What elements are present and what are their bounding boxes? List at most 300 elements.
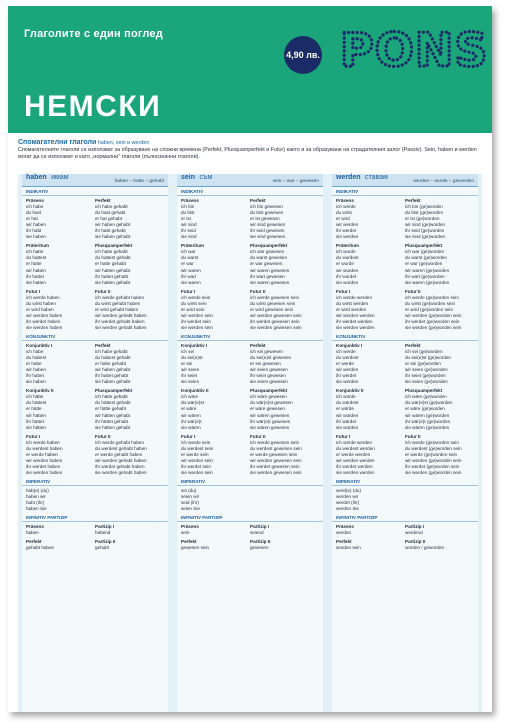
form-left: er hatte [26, 261, 42, 267]
tense-heading: Plusquamperfekt [405, 388, 443, 394]
tense-heading: Konjunktiv I [26, 342, 53, 348]
verb-translation: ставам [364, 174, 388, 181]
tense-block [177, 537, 323, 552]
form-left: wir würden [336, 412, 359, 418]
form-left: ich werde sein [181, 294, 211, 300]
tense-heading: Perfekt [181, 539, 197, 545]
form-left: du warst [181, 255, 199, 261]
tense-block [22, 486, 168, 513]
form-left: ihr habt [26, 228, 42, 234]
form-right: er ist gewesen [250, 216, 280, 222]
form-right: ich wäre (ge)worden [405, 394, 447, 400]
form-left: ihr werdet [336, 373, 357, 379]
form-left: ihr wurdet [336, 273, 357, 279]
form-left: du würdest [336, 400, 359, 406]
verb-translation: имам [51, 174, 69, 181]
form-right: ihr habt gehabt [95, 228, 126, 234]
verb-name: haben [26, 174, 47, 181]
tense-heading: Perfekt [95, 198, 111, 203]
tense-block [332, 522, 478, 537]
form-left: er werde sein [181, 451, 209, 457]
conjugation-row [181, 425, 319, 431]
form-right: wir seien gewesen [250, 367, 288, 373]
form-left: ich werde werden [336, 294, 373, 300]
tense-heading: Perfekt [405, 198, 421, 203]
verb-name: sein [181, 174, 196, 181]
section-label: IMPERATIV [177, 479, 323, 486]
form-left: ihr seiet [181, 373, 198, 379]
form-right: er hat gehabt [95, 216, 123, 222]
form-right: seiend [250, 530, 264, 536]
form-left: sie werden werden [336, 324, 375, 330]
form-right: ihr habet gehabt [95, 373, 129, 379]
form-right: du sei(e)st (ge)worden [405, 355, 451, 361]
form-right: sie wären (ge)worden [405, 424, 450, 430]
form-right: du wirst gehabt haben [95, 300, 141, 306]
form-right: werdend [405, 530, 423, 536]
form-right: wir sind gewesen [250, 222, 286, 228]
form-left: er wurde [336, 261, 354, 267]
form-right: wir waren gewesen [250, 267, 290, 273]
conjugation-row [26, 325, 164, 331]
form-left: wir haben [26, 222, 46, 228]
form-left: du hast [26, 210, 42, 216]
form-right: wir hätten gehabt [95, 412, 131, 418]
form-left: werden wir [336, 494, 359, 500]
form-right: er wäre (ge)worden [405, 406, 445, 412]
tense-heading: Präteritum [181, 243, 204, 249]
form-left: du habest [26, 355, 47, 361]
tense-block [22, 537, 168, 552]
intro-note [18, 139, 482, 162]
tense-heading: Präsens [26, 198, 44, 203]
tense-heading: Präsens [181, 524, 199, 530]
form-left: er sei [181, 361, 193, 367]
section-label: INDIKATIV [332, 189, 478, 196]
intro-text: Спомагателните глаголи се използват за образуване на сложни времена (Perfekt, Plusquamperfekt и Futur) както и за образуване на страдателния залог (Passiv). Sein, haben и werden могат да се използват и като „нормални" глаголи (пълнозначни глаголи). [18, 147, 477, 161]
conjugation-row [26, 425, 164, 431]
tense-heading: Präteritum [336, 243, 359, 249]
form-left: ihr werdet [336, 228, 357, 234]
tense-block [22, 432, 168, 477]
tense-heading: Plusquamperfekt [250, 243, 288, 249]
form-right: sie haben gehabt [95, 234, 131, 240]
tense-heading: Futur II [250, 433, 266, 439]
form-left: er werde haben [26, 451, 58, 457]
form-left: du wär(e)st [181, 400, 204, 406]
conjugation-row [336, 325, 474, 331]
principal-parts: werden – wurde – geworden [413, 179, 474, 184]
tense-block [22, 522, 168, 537]
form-left: er würde [336, 406, 354, 412]
form-left: wir werden haben [26, 457, 63, 463]
form-right: ihr seid (ge)worden [405, 228, 445, 234]
tense-heading: Futur I [336, 433, 351, 439]
form-right: gewesen [250, 545, 269, 551]
tense-block [332, 287, 478, 332]
verb-name: werden [336, 174, 361, 181]
tense-heading: Perfekt [405, 342, 421, 348]
form-right: ich war gewesen [250, 249, 285, 255]
form-right: sie werden gewesen sein [250, 469, 302, 475]
conjugation-row [26, 379, 164, 385]
conjugation-row [336, 234, 474, 240]
section-label: INFINITIV PARTIZIP [22, 515, 168, 522]
form-right: ihr wär(e)t (ge)worden [405, 418, 451, 424]
form-right: du bist gewesen [250, 210, 284, 216]
tense-heading: Futur I [26, 433, 41, 439]
form-left: du hattest [26, 255, 47, 261]
tense-heading: Partizip II [250, 539, 271, 545]
form-right: du habest gehabt [95, 355, 131, 361]
form-left: sie seien [181, 379, 200, 385]
form-left: du wirst [336, 210, 352, 216]
tense-heading: Plusquamperfekt [405, 243, 443, 249]
form-right: du wirst gewesen sein [250, 300, 296, 306]
form-left: sie würden [336, 424, 359, 430]
form-left: du wirst sein [181, 300, 207, 306]
form-right: er hätte gehabt [95, 406, 126, 412]
form-right: ich habe gehabt [95, 204, 128, 210]
tense-heading: Plusquamperfekt [250, 388, 288, 394]
form-left: haben Sie [26, 506, 47, 512]
form-left: wir hätten [26, 412, 46, 418]
tense-heading: Futur I [26, 288, 41, 294]
form-left: sie werden sein [181, 324, 213, 330]
form-left: ich habe [26, 349, 44, 355]
form-right: du wirst (ge)worden sein [405, 300, 456, 306]
form-right: sie haben gehabt [95, 379, 131, 385]
form-right: ich werde gewesen sein [250, 439, 300, 445]
tense-block [177, 486, 323, 513]
form-left: ich wurde [336, 249, 356, 255]
form-right: ihr wär(e)t gewesen [250, 418, 291, 424]
conjugation-row [181, 379, 319, 385]
tense-heading: Präsens [336, 198, 354, 203]
form-left: du wurdest [336, 255, 359, 261]
conjugation-row [336, 506, 474, 512]
tense-heading: Futur II [405, 433, 421, 439]
tense-heading: Futur I [336, 288, 351, 294]
tense-block [22, 287, 168, 332]
form-right: sie werden (ge)worden sein [405, 324, 462, 330]
tense-heading: Futur II [250, 288, 266, 294]
form-right: er wäre gewesen [250, 406, 285, 412]
form-right: du werdest gehabt haben [95, 445, 147, 451]
form-right: wir werden gehabt haben [95, 457, 147, 463]
form-left: er wird werden [336, 306, 367, 312]
form-right: er habe gehabt [95, 361, 126, 367]
form-right: ihr seiet (ge)worden [405, 373, 446, 379]
form-right: ihr werdet gehabt haben [95, 318, 145, 324]
form-right: ich werde gehabt haben [95, 294, 145, 300]
verb-column-werden [332, 174, 478, 712]
tense-heading: Futur I [181, 433, 196, 439]
tense-heading: Partizip II [95, 539, 116, 545]
form-right: er sei gewesen [250, 361, 281, 367]
form-left: ihr werdet haben [26, 463, 61, 469]
tense-block [22, 241, 168, 286]
form-right: ich bin gewesen [250, 204, 283, 210]
form-right: sie wären gewesen [250, 424, 290, 430]
conjugation-row [181, 234, 319, 240]
tense-block [22, 341, 168, 386]
form-right: ihr werdet gewesen sein [250, 463, 300, 469]
form-right: sie werden gehabt haben [95, 469, 147, 475]
form-left: wir werden [336, 222, 359, 228]
conjugation-row [26, 234, 164, 240]
form-right: wir werden (ge)worden sein [405, 457, 462, 463]
conjugation-row [336, 280, 474, 286]
intro-heading: Спомагателни глаголи [18, 139, 97, 146]
verb-header [177, 174, 323, 187]
form-right: sie hätten gehabt [95, 424, 131, 430]
form-left: du sei(e)st [181, 355, 203, 361]
form-right: wir sind (ge)worden [405, 222, 446, 228]
form-left: wir haben [26, 367, 46, 373]
form-left: sie werden werden [336, 469, 375, 475]
form-right: sie sind gewesen [250, 234, 286, 240]
form-right: wir wären gewesen [250, 412, 290, 418]
form-left: ich war [181, 249, 196, 255]
form-left: ihr werdet werden [336, 318, 373, 324]
form-right [95, 506, 164, 512]
form-right: du warst (ge)worden [405, 255, 447, 261]
conjugation-row [181, 506, 319, 512]
tense-block [177, 432, 323, 477]
form-left: ihr würdet [336, 418, 357, 424]
form-right: er wird gehabt haben [95, 306, 139, 312]
form-right: wir werden gewesen sein [250, 457, 302, 463]
form-right: sie werden gewesen sein [250, 324, 302, 330]
form-left: er wird [336, 216, 350, 222]
form-left: wir werden werden [336, 457, 375, 463]
form-left: er werde [336, 361, 354, 367]
form-left: er wird haben [26, 306, 54, 312]
tense-block [177, 287, 323, 332]
tense-block [177, 341, 323, 386]
tense-heading: Perfekt [250, 198, 266, 203]
form-left: er hat [26, 216, 38, 222]
form-left: sie hätten [26, 424, 46, 430]
form-right: du wär(e)st (ge)worden [405, 400, 453, 406]
form-right: er wird gewesen sein [250, 306, 294, 312]
form-left: ich werde werden [336, 439, 373, 445]
intro-heading-sub: haben, sein и werden [97, 140, 150, 146]
logo-text: PONS [340, 23, 488, 76]
form-right: ich bin (ge)worden [405, 204, 443, 210]
tense-heading: Futur II [95, 433, 111, 439]
form-left: du werdest sein [181, 445, 214, 451]
form-right: ich werde (ge)worden sein [405, 439, 459, 445]
tense-block [332, 196, 478, 241]
tense-block [332, 486, 478, 513]
form-left: ihr wart [181, 273, 197, 279]
form-left: er hätte [26, 406, 42, 412]
form-left: ich werde [336, 349, 356, 355]
form-left: wir wären [181, 412, 201, 418]
form-right: er war gewesen [250, 261, 283, 267]
form-left: ich werde sein [181, 439, 211, 445]
form-right: ich werde gehabt haben [95, 439, 145, 445]
form-left: habt (ihr) [26, 500, 45, 506]
form-left: seien wir [181, 494, 200, 500]
form-right [405, 506, 474, 512]
form-left: sie wurden [336, 279, 359, 285]
subtitle: Глаголите с един поглед [24, 28, 163, 40]
conjugation-row [26, 530, 164, 536]
form-right: ihr hättet gehabt [95, 418, 129, 424]
conjugation-row [336, 545, 474, 551]
tense-heading: Konjunktiv II [181, 388, 209, 394]
form-right: wir werden gewesen sein [250, 312, 302, 318]
form-right: wir werden (ge)worden sein [405, 312, 462, 318]
form-left: sie haben [26, 379, 46, 385]
form-left: sie hatten [26, 279, 46, 285]
tense-heading: Konjunktiv I [181, 342, 208, 348]
form-right: du hattest gehabt [95, 255, 131, 261]
section-label: INFINITIV PARTIZIP [177, 515, 323, 522]
form-right: du werdest gewesen sein [250, 445, 302, 451]
form-left: wir werden sein [181, 312, 213, 318]
form-right: ihr seid gewesen [250, 228, 285, 234]
form-right: sie hatten gehabt [95, 279, 131, 285]
form-right: ihr werdet (ge)worden sein [405, 463, 460, 469]
conjugation-row [181, 530, 319, 536]
form-left: ihr wär(e)t [181, 418, 202, 424]
form-right: wir werden gehabt haben [95, 312, 147, 318]
form-left: gewesen sein [181, 545, 210, 551]
form-left: sein [181, 530, 190, 536]
form-right: sie seien (ge)worden [405, 379, 448, 385]
tense-heading: Futur II [405, 288, 421, 294]
form-left: hab(e) (du) [26, 487, 49, 493]
conjugation-row [26, 280, 164, 286]
form-right: er sei (ge)worden [405, 361, 441, 367]
tense-block [332, 341, 478, 386]
section-label: KONJUNKTIV [332, 334, 478, 341]
section-label: INFINITIV PARTIZIP [332, 515, 478, 522]
form-left: sei (du) [181, 487, 197, 493]
form-right: er wird (ge)worden sein [405, 306, 453, 312]
tense-block [177, 241, 323, 286]
form-left: wir werden [336, 367, 359, 373]
form-right: ich wäre gewesen [250, 394, 287, 400]
form-left: gehabt haben [26, 545, 55, 551]
tense-block [177, 196, 323, 241]
form-left: wir wurden [336, 267, 359, 273]
form-left: werd(e) (du) [336, 487, 362, 493]
tense-block [177, 386, 323, 431]
tense-heading: Partizip I [95, 524, 115, 530]
verb-column-haben [22, 174, 168, 712]
verb-column-sein [177, 174, 323, 712]
form-right: ihr werdet gehabt haben [95, 463, 145, 469]
form-left: ihr habet [26, 373, 44, 379]
form-left: sie sind [181, 234, 197, 240]
form-right: sie waren gewesen [250, 279, 290, 285]
form-left: sie waren [181, 279, 201, 285]
section-label: IMPERATIV [22, 479, 168, 486]
form-left: ihr werdet werden [336, 463, 373, 469]
form-left: sie wären [181, 424, 201, 430]
form-left: sie werden haben [26, 469, 63, 475]
form-left: er werde werden [336, 451, 371, 457]
principal-parts: sein – war – gewesen [272, 179, 319, 184]
form-right: du warst gewesen [250, 255, 288, 261]
form-left: ihr werdet haben [26, 318, 61, 324]
form-left: ich hatte [26, 249, 44, 255]
form-right: du sei(e)st gewesen [250, 355, 292, 361]
form-left: er ist [181, 216, 191, 222]
tense-heading: Präsens [181, 198, 199, 203]
form-left: seid (ihr) [181, 500, 199, 506]
form-left: sie werden haben [26, 324, 63, 330]
form-right: wir haben gehabt [95, 367, 131, 373]
form-right: ich hatte gehabt [95, 249, 128, 255]
form-right: wir wären (ge)worden [405, 412, 450, 418]
form-left: sie werden [336, 379, 359, 385]
form-left: ich werde [336, 204, 356, 210]
form-left: seien Sie [181, 506, 200, 512]
form-right: sie waren (ge)worden [405, 279, 450, 285]
form-left: ich bin [181, 204, 195, 210]
tense-block [22, 386, 168, 431]
form-right: ihr werdet (ge)worden sein [405, 318, 460, 324]
tense-heading: Perfekt [26, 539, 42, 545]
form-left: du bist [181, 210, 195, 216]
tense-heading: Plusquamperfekt [95, 388, 133, 394]
form-right: sie werden gehabt haben [95, 324, 147, 330]
tense-heading: Konjunktiv I [336, 342, 363, 348]
form-right: wir waren (ge)worden [405, 267, 450, 273]
conjugation-row [336, 379, 474, 385]
conjugation-sheet [18, 174, 482, 712]
form-left: du werdest [336, 355, 359, 361]
section-label: INDIKATIV [177, 189, 323, 196]
form-right: du werdest (ge)worden sein [405, 445, 462, 451]
form-right: er werde gewesen sein [250, 451, 298, 457]
form-right: sie seien gewesen [250, 379, 288, 385]
form-right: gehabt [95, 545, 110, 551]
form-right: du hättest gehabt [95, 400, 131, 406]
form-left: sie werden [336, 234, 359, 240]
form-right: du bist (ge)worden [405, 210, 444, 216]
principal-parts: haben – hatte – gehabt [114, 179, 164, 184]
tense-block [332, 537, 478, 552]
form-left: ich wäre [181, 394, 199, 400]
cover-page [8, 6, 492, 712]
form-right: ich sei (ge)worden [405, 349, 443, 355]
form-right: er werde (ge)worden sein [405, 451, 458, 457]
form-left: ich werde haben [26, 294, 60, 300]
form-right: du hast gehabt [95, 210, 126, 216]
form-left: du werdest werden [336, 445, 375, 451]
conjugation-row [336, 530, 474, 536]
form-right: ich werde gewesen sein [250, 294, 300, 300]
form-left: ihr hättet [26, 418, 44, 424]
form-right: du wär(e)st gewesen [250, 400, 293, 406]
tense-heading: Präsens [26, 524, 44, 530]
form-left: ihr werdet sein [181, 318, 211, 324]
tense-block [332, 432, 478, 477]
form-left: wir sind [181, 222, 197, 228]
page-title: НЕМСКИ [24, 90, 162, 123]
header-banner [8, 6, 492, 133]
form-right: wir hatten gehabt [95, 267, 131, 273]
form-right: sie werden (ge)worden sein [405, 469, 462, 475]
section-label: KONJUNKTIV [22, 334, 168, 341]
